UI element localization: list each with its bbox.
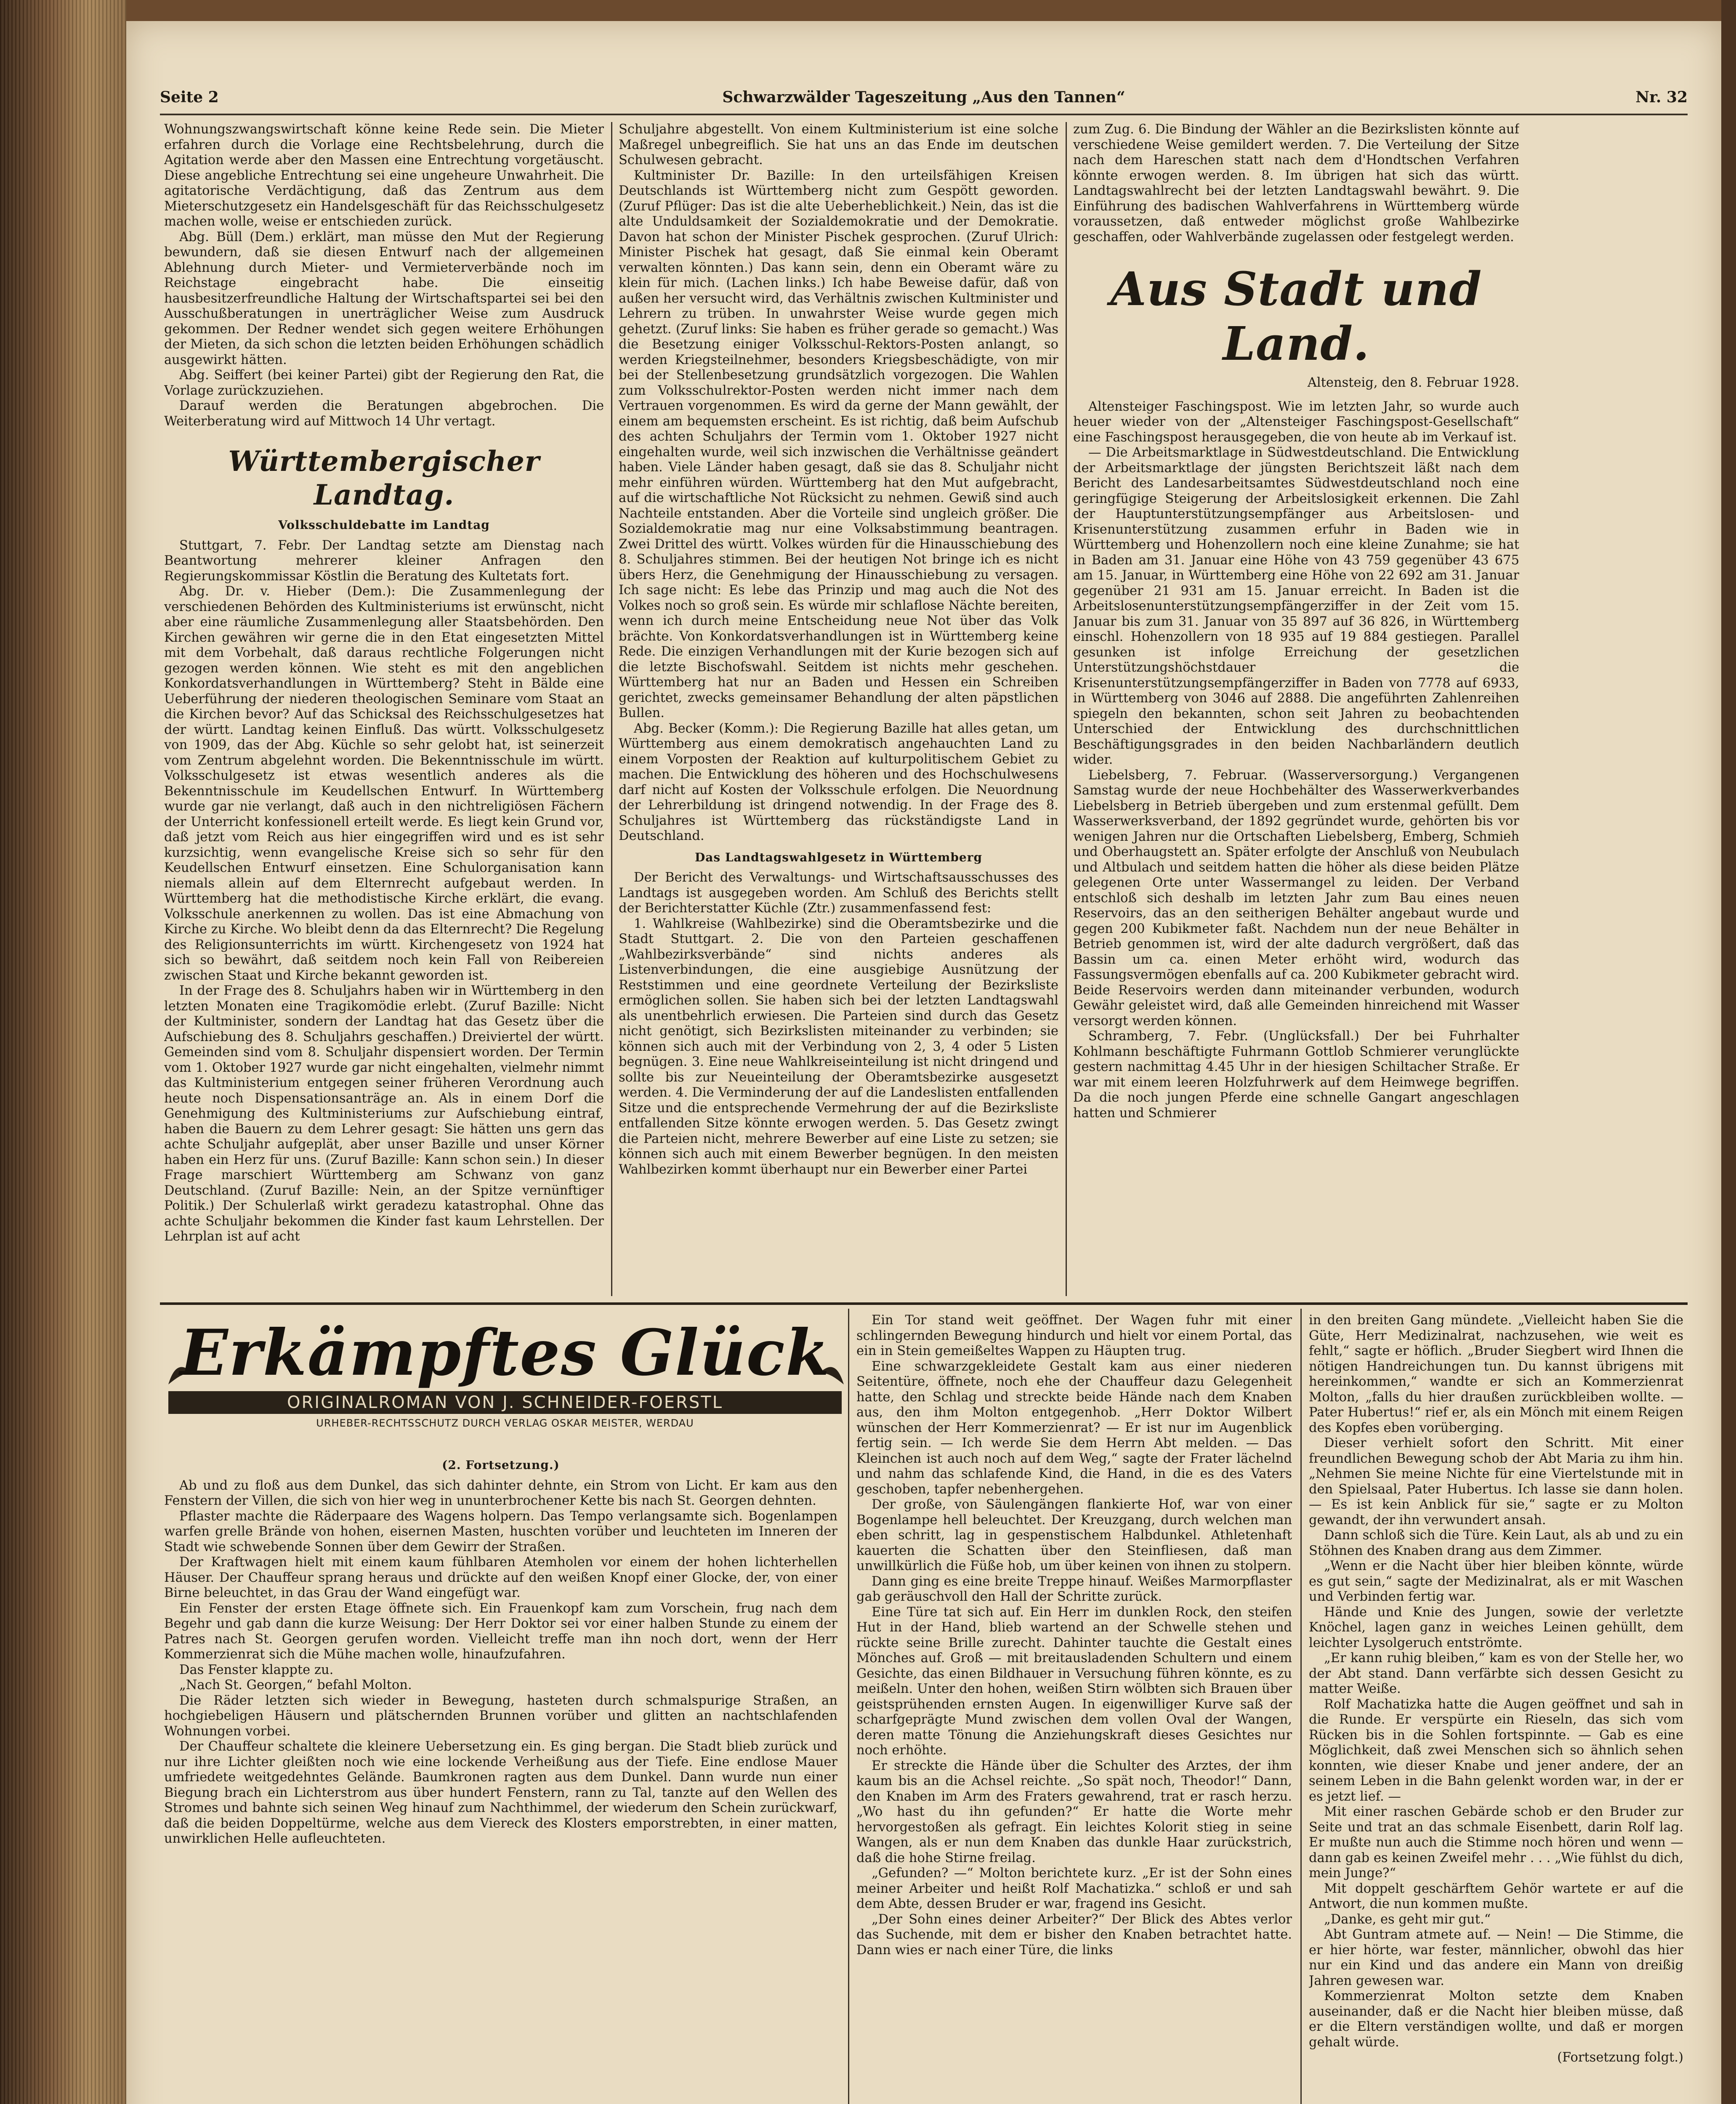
article-headline: Württembergischer Landtag. — [228, 445, 540, 511]
paragraph: Dieser verhielt sofort den Schritt. Mit einer freundlichen Bewegung schob der Abt Maria zu ihm hin. „Nehmen Sie meine Nichte für eine Viertelstunde mit in den Spielsaal, Pater Hubertus. Ich lasse sie dann holen. — Es ist kein Anblick für sie,“ sagte er zu Molton gewandt, der ihn verwundert ansah. — [1309, 1436, 1683, 1528]
paragraph: Dann ging es eine breite Treppe hinauf. Weißes Marmorpflaster gab geräuschvoll den Hall der Schritte zurück. — [856, 1574, 1292, 1604]
paragraph: Ab und zu floß aus dem Dunkel, das sich dahinter dehnte, ein Strom von Licht. Er kam aus den Fenstern der Villen, die sich von hier weg in ununterbrochener Kette bis nach St. Georgen dehnten. — [164, 1478, 837, 1508]
section-headline: Aus Stadt und Land. — [1110, 262, 1482, 371]
paragraph: Pflaster machte die Räderpaare des Wagens holpern. Das Tempo verlangsamte sich. Bogenlampen warfen grelle Brände von hohen, eisernen Masten, huschten vorüber und leuchteten im Inneren der Stadt wie schwebende Sonnen über dem Gewirr der Straßen. — [164, 1509, 837, 1554]
paragraph: Rolf Machatizka hatte die Augen geöffnet und sah in die Runde. Er verspürte ein Rieseln, das sich vom Rücken bis in die Sohlen fortspinnte. — Gab es eine Möglichkeit, daß zwei Menschen sich so ähnlich sehen konnten, wie dieser Knabe und jener andere, der an seinem Leben in die Bahn gelenkt worden war, in der er es jetzt lief. — — [1309, 1697, 1683, 1804]
paragraph: zum Zug. 6. Die Bindung der Wähler an die Bezirkslisten könnte auf verschiedene Weise gemildert werden. 7. Die Verteilung der Sitze nach dem Hareschen statt nach dem d'Hondtschen Verfahren könnte erwogen werden. 8. Im übrigen hat sich das württ. Landtagswahlrecht bei der letzten Landtagswahl bewährt. 9. Die Einführung des badischen Wahlverfahrens in Württemberg würde voraussetzen, daß entweder möglichst große Wahlbezirke geschaffen, oder Wahlverbände zugelassen oder festgelegt werden. — [1073, 122, 1519, 244]
paragraph: „Gefunden? —“ Molton berichtete kurz. „Er ist der Sohn eines meiner Arbeiter und heißt Rolf Machatizka.“ schloß er und sah dem Abte, dessen Bruder er war, fragend ins Gesicht. — [856, 1866, 1292, 1911]
column-1 — [164, 122, 604, 1288]
page-header — [160, 84, 1688, 115]
paragraph: Eine Türe tat sich auf. Ein Herr im dunklen Rock, den steifen Hut in der Hand, blieb wartend an der Schwelle stehen und rückte seine Brille zurecht. Dahinter tauchte die Gestalt eines Mönches auf. Groß — mit breitausladenden Schultern und einem Gesichte, das einen Bildhauer in Versuchung führen könnte, es zu meißeln. Unter den hohen, weißen Stirn wölbten sich Brauen über geistsprühenden ernsten Augen. In eigenwilliger Kurve saß der scharfgeprägte Mund zwischen dem vollen Oval der Wangen, deren matte Tönung die Anziehungskraft dieses Gesichtes nur noch erhöhte. — [856, 1605, 1292, 1758]
paragraph: Schuljahre abgestellt. Von einem Kultministerium ist eine solche Maßregel unbegreiflich. Sie hat uns an das Ende im deutschen Schulwesen gebracht. — [619, 122, 1058, 167]
paragraph: „Danke, es geht mir gut.“ — [1324, 1912, 1491, 1927]
paragraph: Kommerzienrat Molton setzte dem Knaben auseinander, daß er die Nacht hier bleiben müsse, daß er die Eltern verständigen wollte, und daß er morgen gehalt würde. — [1309, 1989, 1683, 2050]
issue-number: Nr. 32 — [1635, 88, 1688, 106]
article-subheadline: Volksschuldebatte im Landtag — [278, 518, 490, 532]
paragraph: Mit doppelt geschärftem Gehör wartete er auf die Antwort, die nun kommen mußte. — [1309, 1881, 1683, 1911]
novel-author-banner: ORIGINALROMAN VON J. SCHNEIDER-FOERSTL — [168, 1391, 842, 1414]
continuation-note: (Fortsetzung folgt.) — [1557, 2050, 1683, 2065]
novel-sequel: (2. Fortsetzung.) — [442, 1458, 560, 1472]
paragraph: Altensteiger Faschingspost. Wie im letzten Jahr, so wurde auch heuer wieder von der „Altensteiger Faschingspost-Gesellschaft“ eine Faschingspost herausgegeben, die von heute ab im Verkauf ist. — [1073, 399, 1519, 445]
article-subheadline: Das Landtagswahlgesetz in Württemberg — [694, 850, 983, 864]
paragraph: Die Räder letzten sich wieder in Bewegung, hasteten durch schmalspurige Straßen, an hochgiebeligen Häusern und plätschernden Brunnen vorüber und glitten an nachtschlafenden Wohnungen vorbei. — [164, 1693, 837, 1739]
column-rule — [848, 1309, 849, 2104]
paragraph: Eine schwarzgekleidete Gestalt kam aus einer niederen Seitentüre, öffnete, noch ehe der Chauffeur dazu Gelegenheit hatte, den Schlag und streckte beide Hände nach dem Knaben aus, den ihm Molton entgegenhob. „Herr Doktor Wilbert wünschen der Herr Kommerzienrat? — Er ist nur im Augenblick fertig sein. — Ich werde Sie dem Herrn Abt melden. — Das Kleinchen ist auch noch auf dem Weg,“ sagte der Frater lächelnd und nahm das schlafende Kind, die Hand, in die es des Vaters geschoben, tapfer nebenhergehen. — [856, 1359, 1292, 1497]
book-binding — [0, 0, 126, 2104]
paragraph: Ein Fenster der ersten Etage öffnete sich. Ein Frauenkopf kam zum Vorschein, frug nach dem Begehr und gab dann die kurze Weisung: Der Herr Doktor sei vor einer halben Stunde zu einem der Patres nach St. Georgen gerufen worden. Vielleicht treffe man ihn noch dort, wenn der Herr Kommerzienrat sich die Mühe machen wolle, hinaufzufahren. — [164, 1601, 837, 1662]
page-edge — [1721, 0, 1736, 2104]
newspaper-page — [126, 21, 1721, 2104]
paragraph: Liebelsberg, 7. Februar. (Wasserversorgung.) Vergangenen Samstag wurde der neue Hochbehälter des Wasserwerkverbandes Liebelsberg in Betrieb übergeben und zum erstenmal gefüllt. Dem Wasserwerksverband, der 1892 gegründet wurde, gehörten bis vor wenigen Jahren nur die Ortschaften Liebelsberg, Emberg, Schmieh und Oberhaugstett an. Später erfolgte der Anschluß von Neubulach und Altbulach und seitdem hatten die höher als diese beiden Plätze gelegenen Orte unter Wassermangel zu leiden. Der Verband entschloß sich deshalb im letzten Jahr zum Bau eines neuen Reservoirs, das an den seitherigen Behälter angebaut wurde und gegen 200 Kubikmeter faßt. Nachdem nun der neue Behälter in Betrieb genommen ist, wird der alte dadurch vergrößert, daß das Bassin um ca. einen Meter erhöht wird, wodurch das Fassungsvermögen ebenfalls auf ca. 200 Kubikmeter gebracht wird. Beide Reservoirs werden dann miteinander verbunden, wodurch Gewähr geleistet wird, daß alle Gemeinden hinreichend mit Wasser versorgt werden können. — [1073, 768, 1519, 1028]
paragraph: Der Chauffeur schaltete die kleinere Uebersetzung ein. Es ging bergan. Die Stadt blieb zurück und nur ihre Lichter gleißten noch wie eine lockende Verheißung aus der Tiefe. Eine endlose Mauer umfriedete weitgedehntes Gelände. Baumkronen ragten aus dem Dunkel. Dann wurde nun einer Biegung brach ein Lichterstrom aus über hundert Fenstern, rann zu Tal, tanzte auf den Wellen des Stromes und bahnte sich seinen Weg hinauf zum Nachthimmel, der wiederum den Schein zurückwarf, daß die beiden Doppeltürme, welche aus dem Viereck des Klosters emporstrebten, in einer matten, unwirklichen Helle aufleuchteten. — [164, 1739, 837, 1846]
paragraph: Schramberg, 7. Febr. (Unglücksfall.) Der bei Fuhrhalter Kohlmann beschäftigte Fuhrmann Gottlob Schmierer verunglückte gestern nachmittag 4.45 Uhr in der hiesigen Schiltacher Straße. Er war mit einem leeren Holzfuhrwerk auf dem Heimwege begriffen. Da die noch jungen Pferde eine schnelle Gangart angeschlagen hatten und Schmierer — [1073, 1029, 1519, 1121]
column-2 — [619, 122, 1058, 1288]
paragraph: Der Bericht des Verwaltungs- und Wirtschaftsausschusses des Landtags ist ausgegeben worden. Am Schluß des Berichts stellt der Berichterstatter Küchle (Ztr.) zusammenfassend fest: — [619, 870, 1058, 916]
paragraph: Kultminister Dr. Bazille: In den urteilsfähigen Kreisen Deutschlands ist Württemberg nicht zum Gespött geworden. (Zuruf Pflüger: Das ist die alte Ueberheblichkeit.) Nein, das ist die alte Unduldsamkeit der Sozialdemokratie und der Demokratie. Davon hat schon der Minister Pischek gesprochen. (Zuruf Ulrich: Minister Pischek hat gesagt, daß Sie einmal kein Oberamt verwalten könnten.) Das kann sein, denn ein Oberamt wäre zu klein für mich. (Lachen links.) Ich habe Beweise dafür, daß von außen her versucht wird, das Verhältnis zwischen Kultminister und Lehrern zu trüben. In unwahrster Weise wurde gegen mich gehetzt. (Zuruf links: Sie haben es früher gerade so gemacht.) Was die Besetzung einiger Volksschul-Rektors-Posten anlangt, so werden Kriegsteilnehmer, besonders Kriegsbeschädigte, von mir bei der Stellenbesetzung grundsätzlich vorgezogen. Die Wahlen zum Volksschulrektor-Posten werden nicht immer nach dem Vertrauen vorgenommen. Es wird da gerne der Mann gewählt, der einem am bequemsten erscheint. Es ist richtig, daß beim Aufschub des achten Schuljahrs der Termin vom 1. Oktober 1927 nicht eingehalten wurde, weil sich inzwischen die Verhältnisse geändert haben. Viele Länder haben gesagt, daß sie das 8. Schuljahr nicht mehr einführen würden. Württemberg hat den Mut aufgebracht, auf die wirtschaftliche Not Rücksicht zu nehmen. Gewiß sind auch Nachteile entstanden. Aber die Vorteile sind ungleich größer. Die Sozialdemokratie mag nur eine Volksabstimmung beantragen. Zwei Drittel des württ. Volkes würden für die Hinausschiebung des 8. Schuljahres stimmen. Bei der heutigen Not bringe ich es nicht übers Herz, die Genehmigung der Hinausschiebung zu versagen. Ich sage nicht: Es lebe das Prinzip und mag auch die Not des Volkes noch so groß sein. Es würde mir schlaflose Nächte bereiten, wenn ich durch meine Entscheidung neue Not über das Volk brächte. Von Konkordatsverhandlungen ist in Württemberg keine Rede. Die einzigen Verhandlungen mit der Kurie bezogen sich auf die letzte Bischofswahl. Seitdem ist nichts mehr geschehen. Württemberg hat nur an Baden und Hessen ein Schreiben gerichtet, zwecks gemeinsamer Behandlung der alten päpstlichen Bullen. — [619, 168, 1058, 720]
paragraph: „Er kann ruhig bleiben,“ kam es von der Stelle her, wo der Abt stand. Dann verfärbte sich dessen Gesicht zu matter Weiße. — [1309, 1651, 1683, 1696]
paragraph: „Wenn er die Nacht über hier bleiben könnte, würde es gut sein,“ sagte der Medizinalrat, als er mit Waschen und Verbinden fertig war. — [1309, 1559, 1683, 1604]
paragraph: Stuttgart, 7. Febr. Der Landtag setzte am Dienstag nach Beantwortung mehrerer kleiner Anfragen den Regierungskommissar Köstlin die Beratung des Kultetats fort. — [164, 538, 604, 584]
paragraph: „Nach St. Georgen,“ befahl Molton. — [179, 1678, 412, 1692]
novel-column-2 — [856, 1313, 1292, 2104]
page-number: Seite 2 — [160, 88, 219, 106]
section-divider — [160, 1302, 1688, 1305]
paragraph: 1. Wahlkreise (Wahlbezirke) sind die Oberamtsbezirke und die Stadt Stuttgart. 2. Die von den Parteien geschaffenen „Wahlbezirksverbände“ sind nichts anderes als Listenverbindungen, die eine ausgiebige Ausnützung der Reststimmen und eine geordnete Verteilung der Bezirksliste ermöglichen sollen. Sie haben sich bei der letzten Landtagswahl als unentbehrlich erwiesen. Die Parteien sind durch das Gesetz nicht genötigt, sich Bezirkslisten miteinander zu verbinden; sie können sich auch mit der Verbindung von 2, 3, 4 oder 5 Listen begnügen. 3. Eine neue Wahlkreiseinteilung ist nicht dringend und sollte bis zur Neueinteilung der Oberamtsbezirke ausgesetzt werden. 4. Die Verminderung der auf die Landeslisten entfallenden Sitze und die entsprechende Vermehrung der auf die Bezirksliste entfallenden Sitze könnte erwogen werden. 5. Das Gesetz zwingt die Parteien nicht, mehrere Bewerber auf eine Liste zu setzen; sie können sich auch mit einem Bewerber begnügen. In den meisten Wahlbezirken kommt überhaupt nur ein Bewerber einer Partei — [619, 916, 1058, 1177]
column-3 — [1073, 122, 1519, 1288]
newspaper-title: Schwarzwälder Tageszeitung „Aus den Tannen“ — [722, 88, 1125, 106]
paragraph: Der große, von Säulengängen flankierte Hof, war von einer Bogenlampe hell beleuchtet. Der Kreuzgang, durch welchen man eben schritt, lag in gespenstischem Halbdunkel. Athletenhaft kauerten die Schatten über den Steinfliesen, daß man unwillkürlich die Füße hob, um über keinen von ihnen zu stolpern. — [856, 1497, 1292, 1573]
paragraph: — Die Arbeitsmarktlage in Südwestdeutschland. Die Entwicklung der Arbeitsmarktlage der jüngsten Berichtszeit läßt nach dem Bericht des Landesarbeitsamtes Südwestdeutschland noch eine geringfügige Steigerung der Arbeitslosigkeit erkennen. Die Zahl der Hauptunterstützungsempfänger aus Arbeitslosen- und Krisenunterstützung zusammen erfuhr in Baden wie in Württemberg und Hohenzollern noch eine kleine Zunahme; sie hat in Baden am 31. Januar eine Höhe von 43 759 gegenüber 43 675 am 15. Januar, in Württemberg eine Höhe von 22 692 am 31. Januar gegenüber 21 931 am 15. Januar erreicht. In Baden ist die Arbeitslosenunterstützungsempfängerziffer in der Zeit vom 15. Januar bis zum 31. Januar von 35 897 auf 36 826, in Württemberg einschl. Hohenzollern von 18 935 auf 19 884 gestiegen. Parallel gesunken ist infolge Erreichung der gesetzlichen Unterstützungshöchstdauer die Krisenunterstützungsempfängerziffer in Baden von 7778 auf 6933, in Württemberg von 3046 auf 2888. Die angeführten Zahlenreihen spiegeln den bekannten, schon seit Jahren zu beobachtenden Unterschied der Entwicklung des durchschnittlichen Beschäftigungsgrades in den beiden Nachbarländern deutlich wider. — [1073, 445, 1519, 767]
paragraph: Der Kraftwagen hielt mit einem kaum fühlbaren Atemholen vor einem der hohen lichterhellen Häuser. Der Chauffeur sprang heraus und drückte auf den weißen Knopf einer Glocke, der, von einer Birne beleuchtet, in das Grau der Wand eingefügt war. — [164, 1555, 837, 1600]
paragraph: Ein Tor stand weit geöffnet. Der Wagen fuhr mit einer schlingernden Bewegung hindurch und hielt vor einem Portal, das ein in Stein gemeißeltes Wappen zu Häupten trug. — [856, 1313, 1292, 1358]
paragraph: Mit einer raschen Gebärde schob er den Bruder zur Seite und trat an das schmale Eisenbett, darin Rolf lag. Er mußte nun auch die Stimme noch hören und wenn — dann gab es keinen Zweifel mehr . . . „Wie fühlst du dich, mein Junge?“ — [1309, 1804, 1683, 1881]
column-rule — [611, 122, 612, 1296]
novel-title: Erkämpftes Glück — [180, 1316, 830, 1390]
novel-copyright: URHEBER-RECHTSSCHUTZ DURCH VERLAG OSKAR MEISTER, WERDAU — [316, 1417, 694, 1429]
paragraph: Das Fenster klappte zu. — [179, 1662, 334, 1677]
paragraph: Abg. Büll (Dem.) erklärt, man müsse den Mut der Regierung bewundern, daß sie diesen Entwurf nach der allgemeinen Ablehnung durch Mieter- und Vermieterverbände noch im Reichstage eingebracht habe. Die einseitig hausbesitzerfreundliche Haltung der Wirtschaftspartei sei bei den Ausschußberatungen in unerträglicher Weise zum Ausdruck gekommen. Der Redner wendet sich gegen weitere Erhöhungen der Mieten, da sich schon die letzten beiden Erhöhungen schädlich ausgewirkt hätten. — [164, 229, 604, 367]
paragraph: Darauf werden die Beratungen abgebrochen. Die Weiterberatung wird auf Mittwoch 14 Uhr vertagt. — [164, 398, 604, 429]
dateline: Altensteig, den 8. Februar 1928. — [1307, 375, 1519, 390]
paragraph: Hände und Knie des Jungen, sowie der verletzte Knöchel, lagen ganz in weiches Leinen gehüllt, dem leichter Lysolgeruch entströmte. — [1309, 1605, 1683, 1650]
novel-column-1 — [164, 1452, 837, 2104]
novel-masthead — [160, 1317, 850, 1435]
paragraph: Dann schloß sich die Türe. Kein Laut, als ab und zu ein Stöhnen des Knaben drang aus dem Zimmer. — [1309, 1528, 1683, 1558]
paragraph: Abg. Becker (Komm.): Die Regierung Bazille hat alles getan, um Württemberg aus einem demokratisch angehauchten Land zu einem Vorposten der Reaktion auf kulturpolitischem Gebiet zu machen. Die Entwicklung des höheren und des Hochschulwesens darf nicht auf Kosten der Volksschule erfolgen. Die Neuordnung der Lehrerbildung ist dringend notwendig. In der Frage des 8. Schuljahres ist Württemberg das rückständigste Land in Deutschland. — [619, 721, 1058, 843]
column-rule — [1300, 1309, 1302, 2104]
column-rule — [1066, 122, 1067, 1296]
paragraph: in den breiten Gang mündete. „Vielleicht haben Sie die Güte, Herr Medizinalrat, nachzusehen, wie weit es fehlt,“ sagte er höflich. „Bruder Siegbert wird Ihnen die nötigen Handreichungen tun. Du kannst übrigens mit hereinkommen,“ wandte er sich an Kommerzienrat Molton, „falls du hier draußen zurückbleiben wollte. — Pater Hubertus!“ rief er, als ein Mönch mit einem Reigen des Kopfes eben vorüberging. — [1309, 1313, 1683, 1435]
paragraph: Abt Guntram atmete auf. — Nein! — Die Stimme, die er hier hörte, war fester, männlicher, obwohl das hier nur ein Kind und das andere ein Mann von dreißig Jahren gewesen war. — [1309, 1927, 1683, 1988]
paragraph: Wohnungszwangswirtschaft könne keine Rede sein. Die Mieter erfahren durch die Vorlage eine Rechtsbelehrung, durch die Agitation werde aber den Massen eine Entrechtung vorgetäuscht. Diese angebliche Entrechtung sei eine ungeheure Unwahrheit. Die agitatorische Verdächtigung, daß das Zentrum aus dem Mieterschutzgesetz ein Handelsgeschäft für das Reichsschulgesetz machen wolle, weise er entschieden zurück. — [164, 122, 604, 229]
novel-column-3 — [1309, 1313, 1683, 2104]
paragraph: Abg. Dr. v. Hieber (Dem.): Die Zusammenlegung der verschiedenen Behörden des Kultministeriums ist erwünscht, nicht aber eine räumliche Zusammenlegung aller Staatsbehörden. Den Kirchen gewähren wir gerne die in den Etat eingesetzten Mittel mit dem Vorbehalt, daß daraus rechtliche Folgerungen nicht gezogen werden können. Wie steht es mit den angeblichen Konkordatsverhandlungen in Württemberg? Steht in Bälde eine Ueberführung der niederen theologischen Seminare vom Staat an die Kirchen bevor? Auf das Schicksal des Reichsschulgesetzes hat der württ. Landtag keinen Einfluß. Das württ. Volksschulgesetz von 1909, das der Abg. Küchle so sehr gelobt hat, ist seinerzeit vom Zentrum abgelehnt worden. Die Bekenntnisschule im württ. Volksschulgesetz ist etwas wesentlich anderes als die Bekenntnisschule im Keudellschen Entwurf. In Württemberg wurde gar nie verlangt, daß auch in den nichtreligiösen Fächern der Unterricht konfessionell erteilt werde. Es liegt kein Grund vor, daß jetzt vom Reich aus hier eingegriffen wird und es ist sehr kurzsichtig, wenn evangelische Kreise sich so sehr für den Keudellschen Entwurf einsetzen. Eine Schulorganisation kann niemals allein auf dem Elternrecht aufgebaut werden. In Württemberg hat die methodistische Kirche erklärt, die evang. Volksschule anerkennen zu wollen. Das ist eine Abmachung von Kirche zu Kirche. Wo bleibt denn da das Elternrecht? Die Regelung des Religionsunterrichts im württ. Kirchengesetz von 1924 hat sich so bewährt, daß seitdem noch kein Fall von Reibereien zwischen Staat und Kirche bekannt geworden ist. — [164, 584, 604, 983]
paragraph: Er streckte die Hände über die Schulter des Arztes, der ihm kaum bis an die Achsel reichte. „So spät noch, Theodor!“ Dann, den Knaben im Arm des Fraters gewahrend, trat er rasch herzu. „Wo hast du ihn gefunden?“ Er hatte die Worte mehr hervorgestoßen als gefragt. Ein leichtes Kolorit stieg in seine Wangen, als er nun dem Knaben das dunkle Haar zurückstrich, daß die hohe Stirne freilag. — [856, 1758, 1292, 1865]
paragraph: Abg. Seiffert (bei keiner Partei) gibt der Regierung den Rat, die Vorlage zurückzuziehen. — [164, 368, 604, 398]
paragraph: „Der Sohn eines deiner Arbeiter?“ Der Blick des Abtes verlor das Suchende, mit dem er bisher den Knaben betrachtet hatte. Dann wies er nach einer Türe, die links — [856, 1912, 1292, 1958]
paragraph: In der Frage des 8. Schuljahrs haben wir in Württemberg in den letzten Monaten eine Tragikomödie erlebt. (Zuruf Bazille: Nicht der Kultminister, sondern der Landtag hat das Gesetz über die Aufschiebung des 8. Schuljahrs geschaffen.) Dreiviertel der württ. Gemeinden sind vom 8. Schuljahr dispensiert worden. Der Termin vom 1. Oktober 1927 wurde gar nicht eingehalten, vielmehr nimmt das Kultministerium entgegen seiner früheren Verordnung auch heute noch Dispensationsanträge an. Als in einem Dorf die Genehmigung des Kultministeriums zur Aufschiebung eintraf, haben die Bauern zu dem Lehrer gesagt: Sie hätten uns gern das achte Schuljahr aufgeplät, aber unser Bazille und unser Körner haben ein Herz für uns. (Zuruf Bazille: Kann schon sein.) In dieser Frage marschiert Württemberg am Schwanz von ganz Deutschland. (Zuruf Bazille: Nein, an der Spitze vernünftiger Politik.) Der Schulerlaß wirkt geradezu katastrophal. Ohne das achte Schuljahr bekommen die Kinder fast kaum Lehrstellen. Der Lehrplan ist auf acht — [164, 983, 604, 1244]
